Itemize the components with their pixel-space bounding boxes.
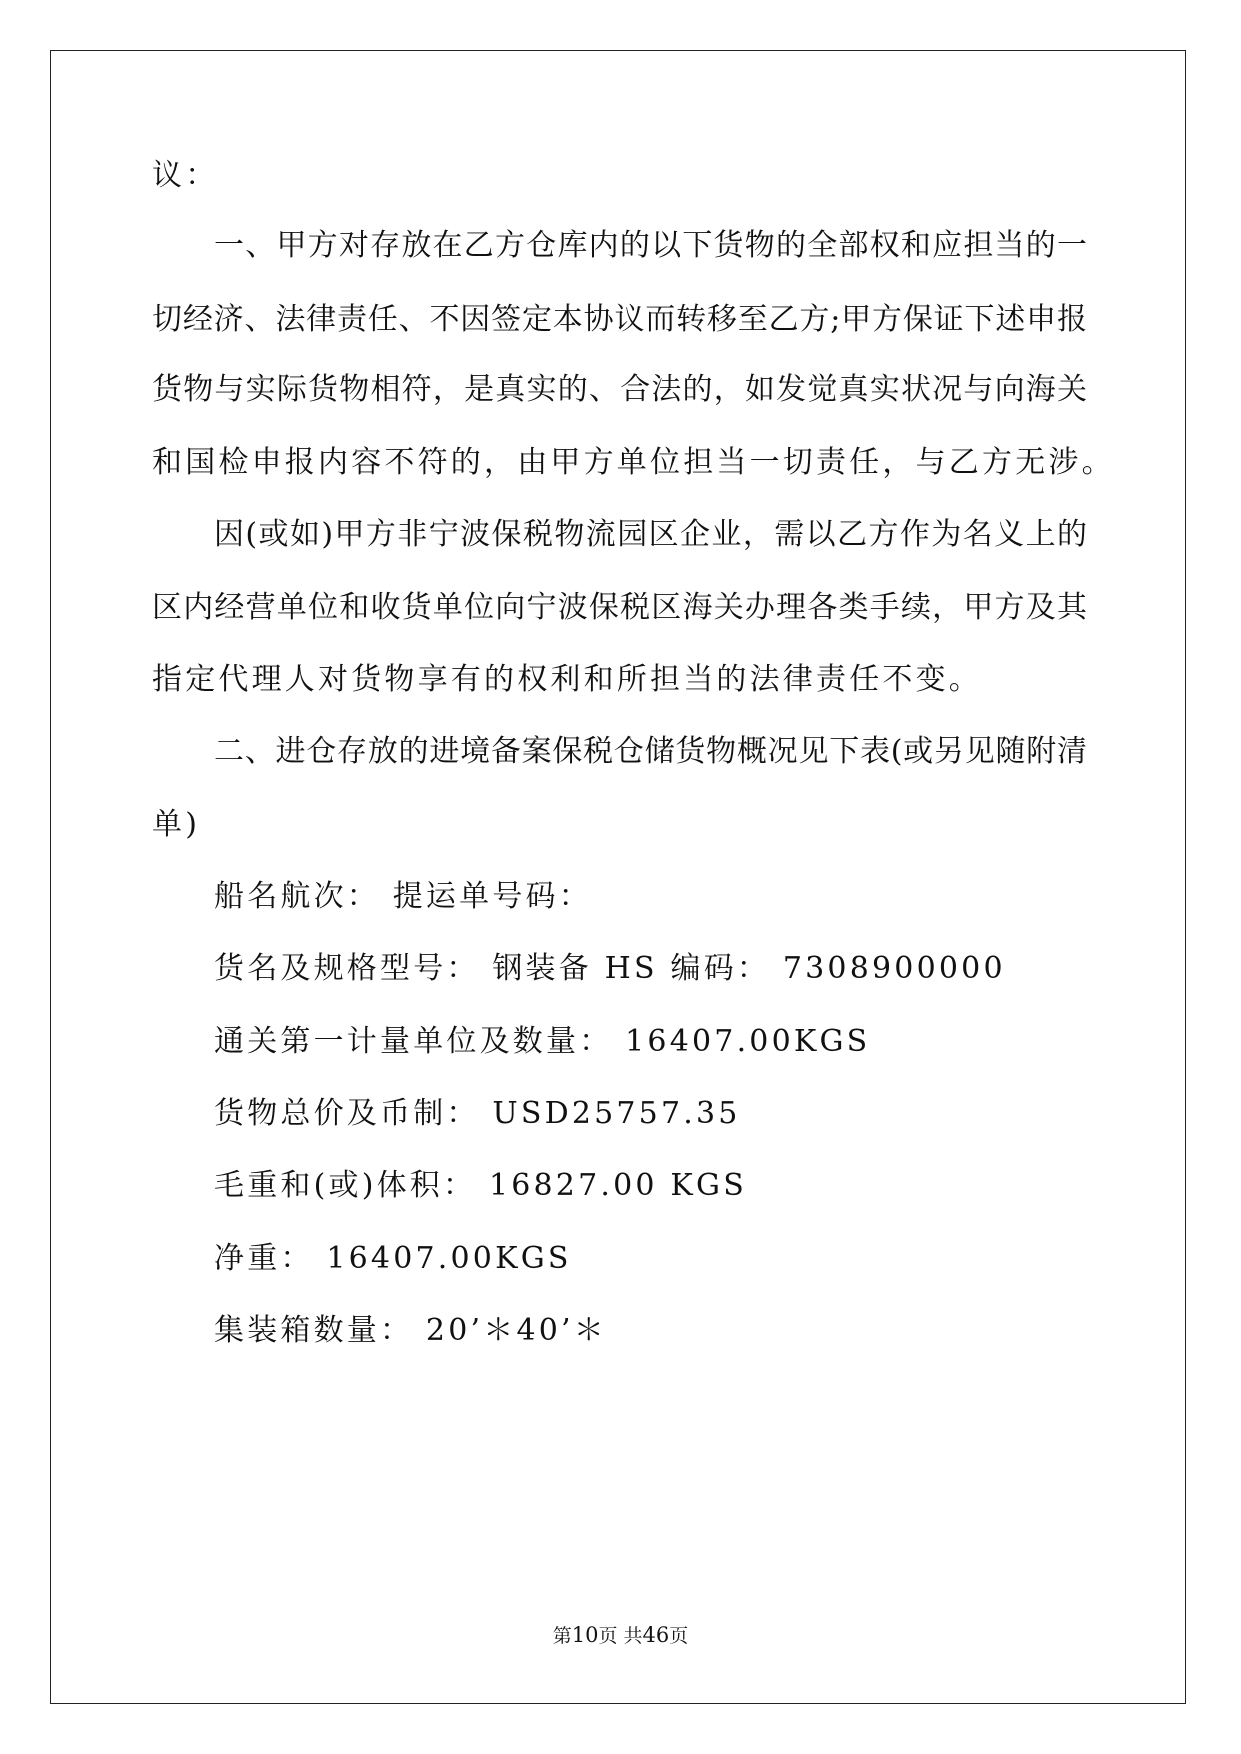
text-line: 毛重和(或)体积： 16827.00 KGS	[214, 1168, 747, 1203]
text-line: 二、进仓存放的进境备案保税仓储货物概况见下表(或另见随附清	[214, 734, 1087, 769]
footer-middle: 页 共	[598, 1625, 643, 1647]
text-line: 货物与实际货物相符，是真实的、合法的，如发觉真实状况与向海关	[152, 372, 1087, 407]
text-line: 净重： 16407.00KGS	[214, 1241, 572, 1276]
text-line: 因(或如)甲方非宁波保税物流园区企业，需以乙方作为名义上的	[214, 517, 1087, 552]
text-line: 货名及规格型号： 钢装备 HS 编码： 7308900000	[214, 951, 1006, 986]
text-line: 和国检申报内容不符的，由甲方单位担当一切责任，与乙方无涉。	[152, 445, 1115, 480]
page-footer	[0, 1623, 1241, 1648]
text-line: 指定代理人对货物享有的权利和所担当的法律责任不变。	[152, 662, 982, 697]
footer-page-number: 10	[571, 1623, 599, 1647]
footer-suffix: 页	[669, 1625, 689, 1647]
text-line: 一、甲方对存放在乙方仓库内的以下货物的全部权和应担当的一	[214, 228, 1087, 263]
footer-prefix: 第	[552, 1625, 572, 1647]
text-line: 单)	[152, 807, 201, 842]
text-line: 议：	[152, 158, 219, 193]
text-line: 区内经营单位和收货单位向宁波保税区海关办理各类手续，甲方及其	[152, 590, 1087, 625]
text-line: 集装箱数量： 20’＊40’＊	[214, 1313, 607, 1348]
text-line: 切经济、法律责任、不因签定本协议而转移至乙方;甲方保证下述申报	[152, 302, 1087, 337]
footer-total-pages: 46	[642, 1623, 670, 1647]
text-line: 船名航次： 提运单号码：	[214, 879, 592, 914]
text-line: 通关第一计量单位及数量： 16407.00KGS	[214, 1024, 871, 1059]
text-line: 货物总价及币制： USD25757.35	[214, 1096, 741, 1131]
